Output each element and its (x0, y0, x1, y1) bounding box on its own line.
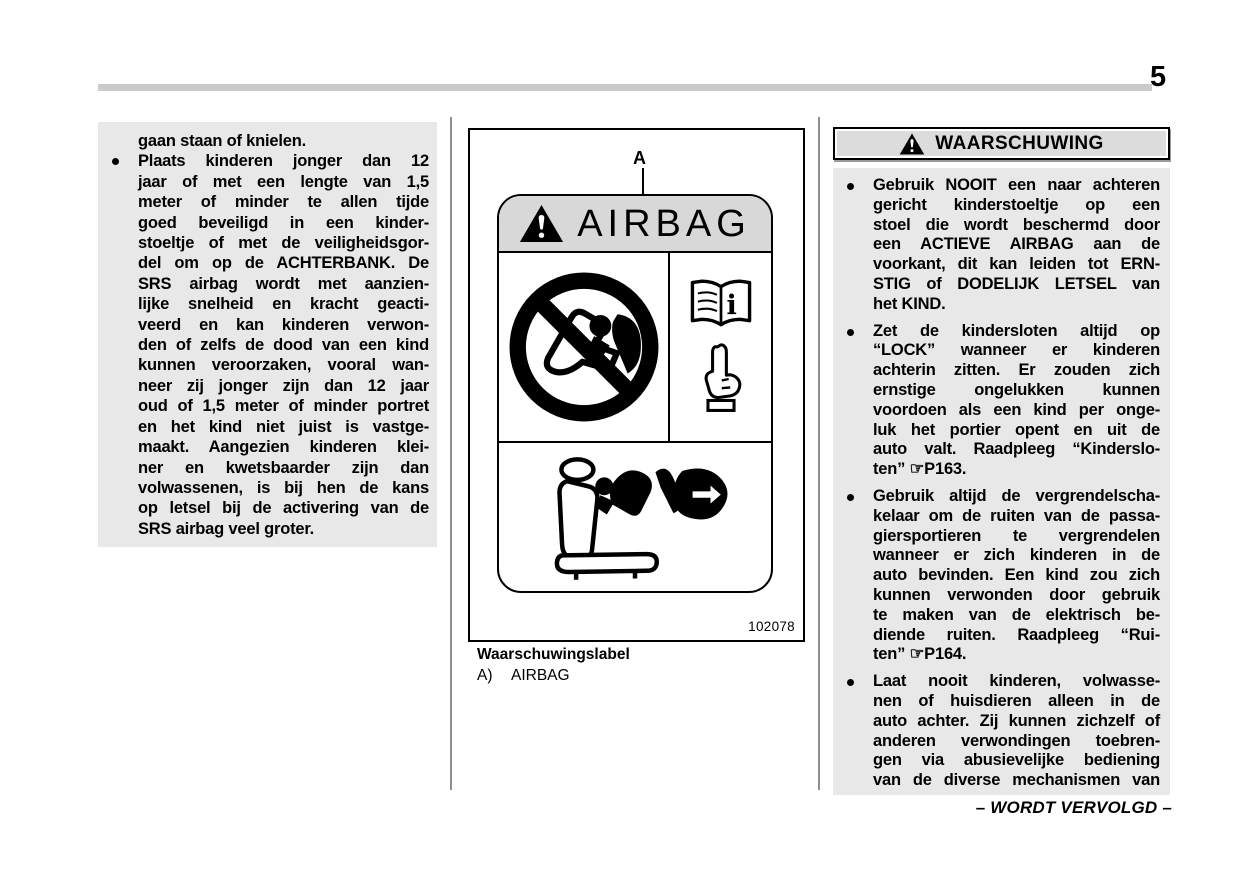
bullet-dot-icon (847, 679, 854, 686)
pointing-hand-up-icon (698, 341, 744, 417)
read-owners-manual-icon (687, 278, 755, 332)
warning-bullet (833, 322, 1160, 480)
warning-triangle-icon (899, 133, 925, 155)
svg-text:i: i (725, 288, 737, 321)
warning-bullet (833, 487, 1160, 665)
warning-triangle-icon (519, 204, 564, 243)
label-left-cell (499, 253, 670, 441)
continued-note: – WORDT VERVOLGD – (975, 798, 1172, 817)
warning-text-block (833, 168, 1170, 795)
label-pictograms-row (499, 253, 771, 443)
callout-a-label: A (633, 148, 646, 168)
warning-bullet (833, 672, 1160, 791)
bullet-dot-icon (847, 494, 854, 501)
airbag-deploy-icon (539, 453, 731, 581)
left-text-block (98, 122, 437, 547)
figure-caption-title: Waarschuwingslabel (477, 646, 630, 663)
no-rear-facing-child-seat-icon (506, 269, 662, 425)
column-divider-right (818, 117, 820, 790)
bullet-text: Plaats kinderen jonger dan 12 jaar of met een lengte van 1,5 meter of minder te allen tijde goed beveiligd in een kinder- stoeltje of met de veiligheidsgor- del om op de ACHTERBANK. De SRS airbag wordt met aanzien- lijke snelheid en kracht geacti- veerd en kan kinderen verwon- den of zelfs de dood van een kind kunnen veroorzaken, vooral wan- neer zij jonger zijn dan 12 jaar oud of 1,5 meter of minder portret en het kind niet juist is vastge- maakt. Aangezien kinderen klei- ner en kwetsbaarder zijn dan volwassenen, is bij hen de kans op letsel bij de activering van de SRS airbag veel groter. (138, 152, 429, 538)
continuation-text: gaan staan of knielen. (138, 132, 306, 150)
column-divider-left (450, 117, 452, 790)
warning-header-box (833, 127, 1170, 160)
warning-label-figure (468, 128, 805, 642)
warning-bullet-text: Zet de kindersloten altijd op “LOCK” wanneer er kinderen achterin zitten. Er zouden zich ernstige ongelukken kunnen voordoen als een kind per onge- luk het portier opent en uit de auto valt. Raadpleeg “Kinderslo- ten” ☞P163. (873, 321, 1160, 479)
bullet-dot-icon (847, 183, 854, 190)
bullet-dot-icon (847, 329, 854, 336)
list-item (98, 151, 429, 539)
warning-bullet-text: Laat nooit kinderen, volwasse- nen of huisdieren alleen in de auto achter. Zij kunnen zichzelf of anderen verwondingen toebren- gen via abusievelijke bediening van de diverse mechanismen van (873, 672, 1160, 790)
header-rule (98, 84, 1152, 91)
figure-caption-key: A) (477, 667, 493, 684)
warning-bullet-text: Gebruik altijd de vergrendelscha- kelaar om de ruiten van de passa- giersportieren te vergrendelen wanneer er zich kinderen in de auto bevinden. Een kind zou zich kunnen verwonden door gebruik te maken van de elektrisch be- diende ruiten. Raadpleeg “Rui- ten” ☞P164. (873, 486, 1160, 664)
page-number: 5 (1150, 61, 1167, 93)
callout-leader-line (642, 168, 644, 196)
label-header (499, 196, 771, 253)
figure-number: 102078 (748, 619, 795, 634)
label-right-cell (670, 253, 771, 441)
warning-bullet (833, 176, 1160, 315)
warning-title: WAARSCHUWING (935, 132, 1104, 154)
figure-caption-item (477, 665, 807, 686)
label-title: AIRBAG (577, 202, 751, 245)
airbag-deployment-illustration (499, 443, 771, 591)
figure-caption (477, 644, 807, 686)
bullet-dot-icon (112, 158, 119, 165)
figure-caption-value: AIRBAG (511, 667, 570, 684)
warning-bullet-text: Gebruik NOOIT een naar achteren gericht kinderstoeltje op een stoel die wordt beschermd door een ACTIEVE AIRBAG aan de voorkant, dit kan leiden tot ERN- STIG of DODELIJK LETSEL van het KIND. (873, 176, 1160, 313)
airbag-warning-label (497, 194, 773, 593)
